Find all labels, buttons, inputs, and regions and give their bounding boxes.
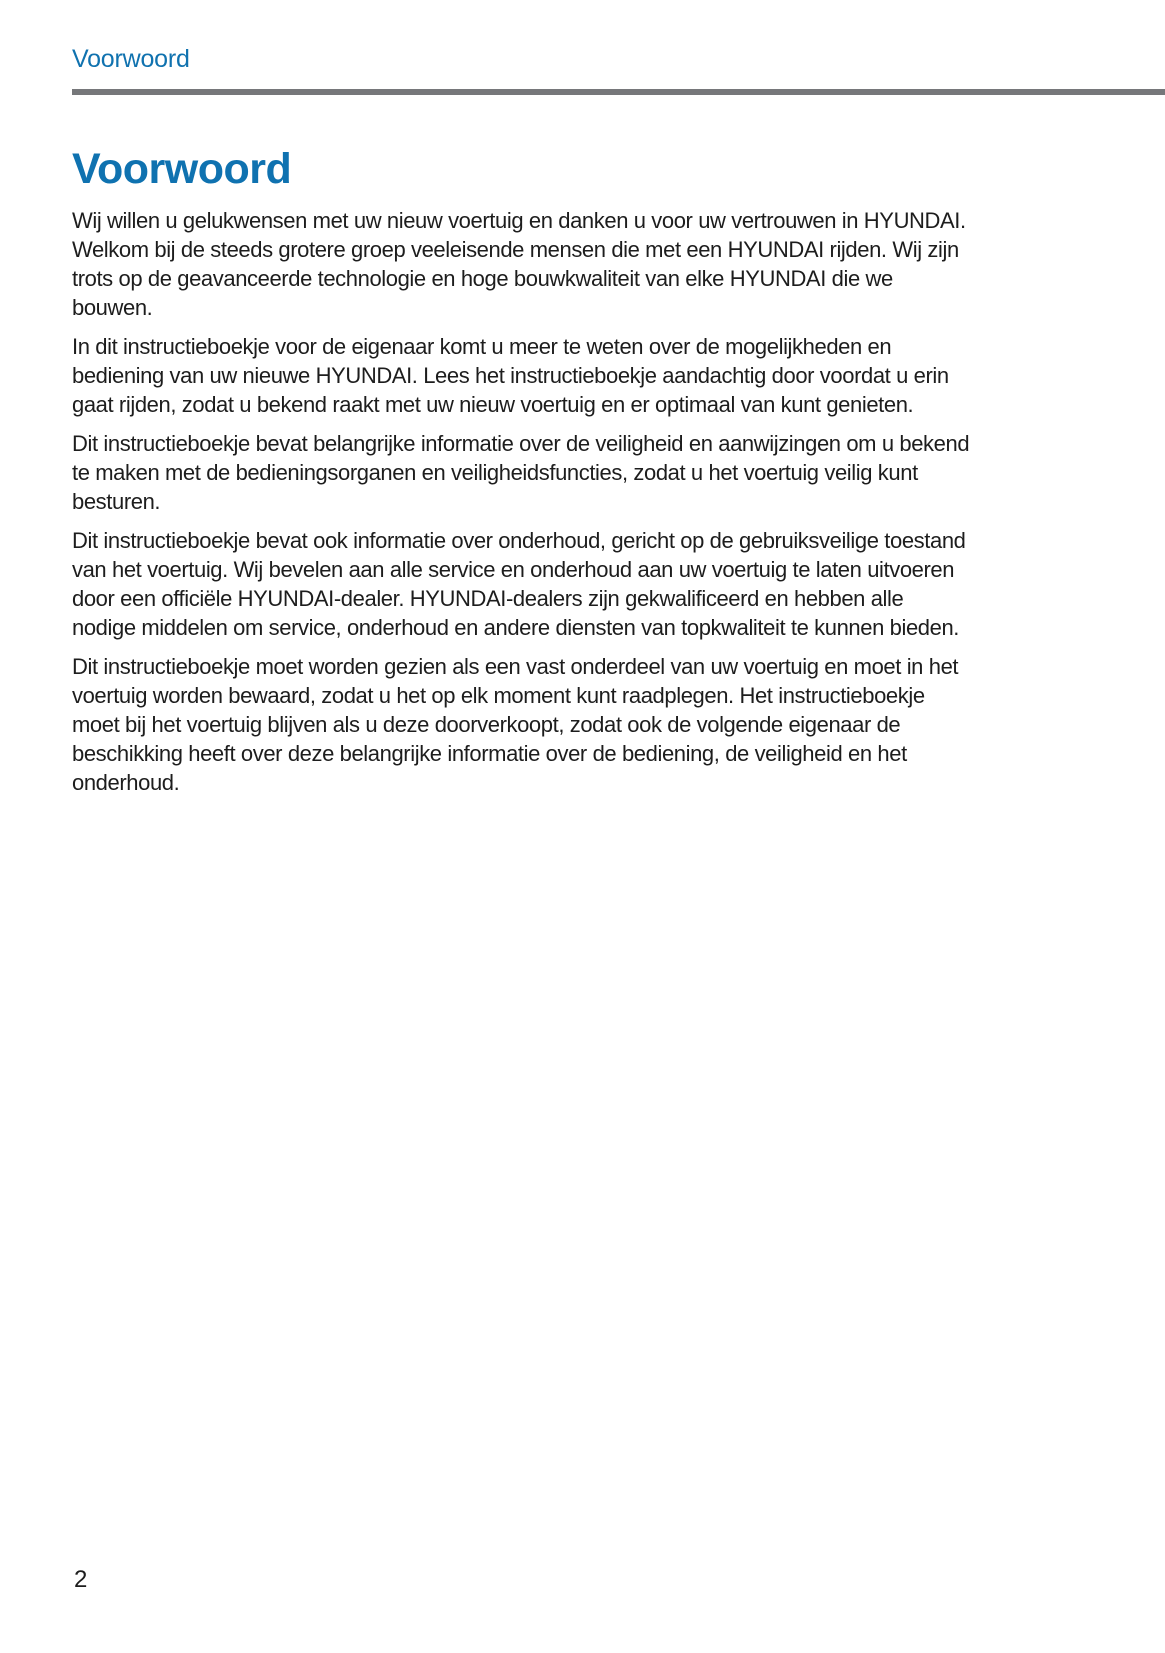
- header-rule: [72, 89, 1165, 95]
- page-title: Voorwoord: [72, 145, 292, 193]
- body-text: [72, 206, 972, 797]
- paragraph-manual-purpose: In dit instructieboekje voor de eigenaar komt u meer te weten over de mogelijkheden en bediening van uw nieuwe HYUNDAI. Lees het instructieboekje aandachtig door voordat u erin gaat rijden, zodat u bekend raakt met uw nieuw voertuig en er optimaal van kunt genieten.: [72, 334, 949, 417]
- paragraph-keep-in-vehicle: Dit instructieboekje moet worden gezien als een vast onderdeel van uw voertuig en moet in het voertuig worden bewaard, zodat u het op elk moment kunt raadplegen. Het instructieboekje moet bij het voertuig blijven als u deze doorverkoopt, zodat ook de volgende eigenaar de beschikking heeft over deze belangrijke informatie over de bediening, de veiligheid en het onderhoud.: [72, 654, 959, 795]
- paragraph-safety-info: Dit instructieboekje bevat belangrijke informatie over de veiligheid en aanwijzingen om u bekend te maken met de bedieningsorganen en veiligheidsfuncties, zodat u het voertuig veilig kunt besturen.: [72, 431, 970, 514]
- running-header: Voorwoord: [72, 45, 190, 73]
- paragraph-welcome: Wij willen u gelukwensen met uw nieuw voertuig en danken u voor uw vertrouwen in HYUNDAI. Welkom bij de steeds grotere groep veeleisende mensen die met een HYUNDAI rijden. Wij zijn trots op de geavanceerde technologie en hoge bouwkwaliteit van elke HYUNDAI die we bouwen.: [72, 208, 966, 320]
- page-number: 2: [74, 1566, 88, 1593]
- paragraph-maintenance-info: Dit instructieboekje bevat ook informatie over onderhoud, gericht op de gebruiksveilige toestand van het voertuig. Wij bevelen aan alle service en onderhoud aan uw voertuig te laten uitvoeren door een officiële HYUNDAI-dealer. HYUNDAI-dealers zijn gekwalificeerd en hebben alle nodige middelen om service, onderhoud en andere diensten van topkwaliteit te kunnen bieden.: [72, 528, 966, 640]
